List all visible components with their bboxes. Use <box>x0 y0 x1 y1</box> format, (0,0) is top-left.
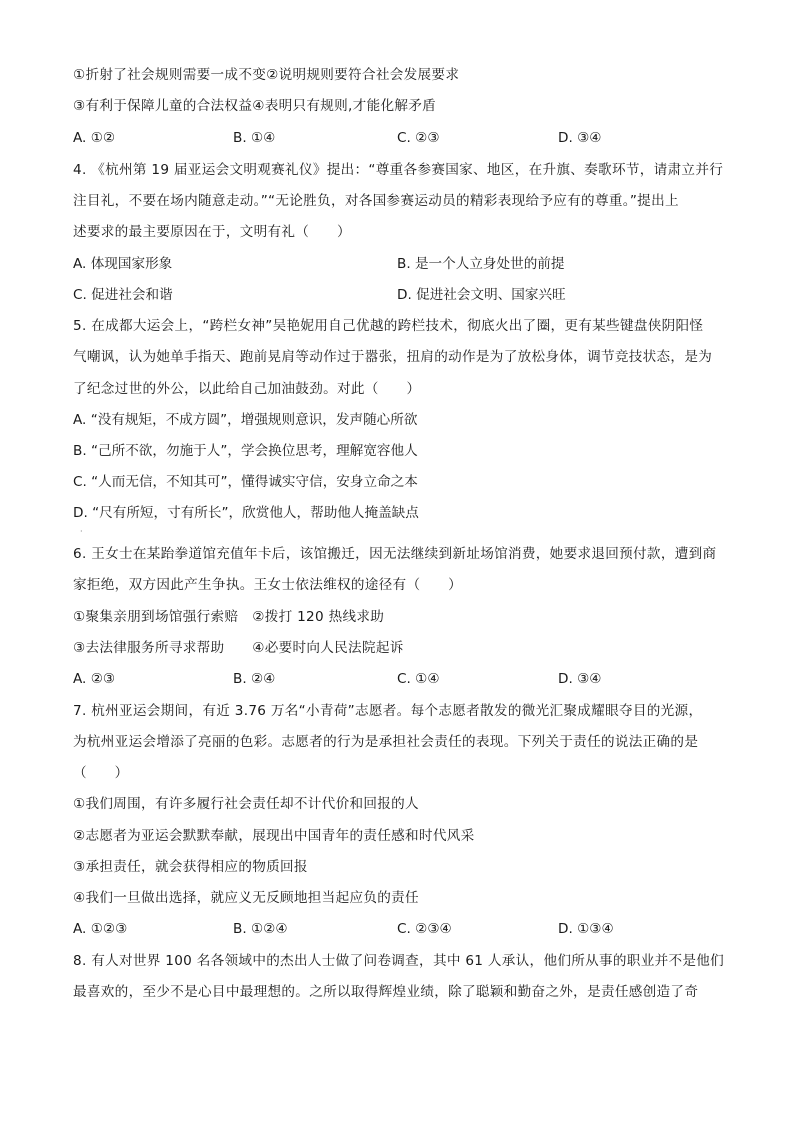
q6-statement-1: ①聚集亲朋到场馆强行索赔 ②拨打 120 热线求助 <box>73 609 385 625</box>
q4-option-c[interactable]: C. 促进社会和谐 <box>73 287 173 303</box>
q8-stem-line-1: 8. 有人对世界 100 名各领域中的杰出人士做了问卷调查，其中 61 人承认，他们所从事的职业并不是他们 <box>73 953 725 969</box>
q3-option-b[interactable]: B. ①④ <box>233 130 276 146</box>
q3-statement-2: ③有利于保障儿童的合法权益④表明只有规则,才能化解矛盾 <box>73 98 437 114</box>
q7-statement-2: ②志愿者为亚运会默默奉献，展现出中国青年的责任感和时代风采 <box>73 828 475 844</box>
q6-option-c[interactable]: C. ①④ <box>397 671 440 687</box>
q3-option-d[interactable]: D. ③④ <box>558 130 602 146</box>
q7-statement-1: ①我们周围，有许多履行社会责任却不计代价和回报的人 <box>73 796 419 812</box>
q3-statement-1: ①折射了社会规则需要一成不变②说明规则要符合社会发展要求 <box>73 67 460 83</box>
q5-stem-line-1: 5. 在成都大运会上，“跨栏女神”吴艳妮用自己优越的跨栏技术，彻底火出了圈，更有某些键盘侠阴阳怪 <box>73 318 704 334</box>
q7-statement-3: ③承担责任，就会获得相应的物质回报 <box>73 859 308 875</box>
q5-option-b[interactable]: B. “己所不欲，勿施于人”，学会换位思考，理解宽容他人 <box>73 443 418 459</box>
q4-stem-line-3: 述要求的最主要原因在于，文明有礼（ ） <box>73 224 351 240</box>
q4-option-a[interactable]: A. 体现国家形象 <box>73 256 173 272</box>
q3-option-a[interactable]: A. ①② <box>73 130 116 146</box>
q4-option-b[interactable]: B. 是一个人立身处世的前提 <box>397 256 565 272</box>
q7-stem-line-2: 为杭州亚运会增添了亮丽的色彩。志愿者的行为是承担社会责任的表现。下列关于责任的说法正确的是 <box>73 734 699 750</box>
q6-option-b[interactable]: B. ②④ <box>233 671 276 687</box>
q5-option-c[interactable]: C. “人而无信，不知其可”，懂得诚实守信，安身立命之本 <box>73 474 418 490</box>
q8-stem-line-2: 最喜欢的，至少不是心目中最理想的。之所以取得辉煌业绩，除了聪颖和勤奋之外，是责任感创造了奇 <box>73 984 699 1000</box>
q6-stem-line-1: 6. 王女士在某跆拳道馆充值年卡后，该馆搬迁，因无法继续到新址场馆消费，她要求退回预付款，遭到商 <box>73 546 717 562</box>
q7-option-b[interactable]: B. ①②④ <box>233 921 288 937</box>
q6-option-a[interactable]: A. ②③ <box>73 671 116 687</box>
q7-option-a[interactable]: A. ①②③ <box>73 921 128 937</box>
q7-option-c[interactable]: C. ②③④ <box>397 921 452 937</box>
q7-option-d[interactable]: D. ①③④ <box>558 921 614 937</box>
q6-statement-2: ③去法律服务所寻求帮助 ④必要时向人民法院起诉 <box>73 640 404 656</box>
q4-option-d[interactable]: D. 促进社会文明、国家兴旺 <box>397 287 566 303</box>
q7-statement-4: ④我们一旦做出选择，就应义无反顾地担当起应负的责任 <box>73 890 419 906</box>
q5-stem-line-2: 气嘲讽，认为她单手指天、跑前晃肩等动作过于嚣张，扭肩的动作是为了放松身体，调节竞技状态，是为 <box>73 349 713 365</box>
q6-stem-line-2: 家拒绝，双方因此产生争执。王女士依法维权的途径有（ ） <box>73 577 463 593</box>
q5-option-a[interactable]: A. “没有规矩，不成方圆”，增强规则意识，发声随心所欲 <box>73 412 418 428</box>
q7-stem-line-1: 7. 杭州亚运会期间，有近 3.76 万名“小青荷”志愿者。每个志愿者散发的微光汇聚成耀眼夺目的光源， <box>73 703 703 719</box>
q6-option-d[interactable]: D. ③④ <box>558 671 602 687</box>
q4-stem-line-2: 注目礼，不要在场内随意走动。”“无论胜负，对各国参赛运动员的精彩表现给予应有的尊重。”提出上 <box>73 193 679 209</box>
q4-stem-line-1: 4. 《杭州第 19 届亚运会文明观赛礼仪》提出：“尊重各参赛国家、地区，在升旗、奏歌环节，请肃立并行 <box>73 162 724 178</box>
q7-stem-line-3: （ ） <box>73 765 129 781</box>
stray-mark: · <box>80 527 83 536</box>
q5-stem-line-3: 了纪念过世的外公，以此给自己加油鼓劲。对此（ ） <box>73 381 421 397</box>
q5-option-d[interactable]: D. “尺有所短，寸有所长”，欣赏他人，帮助他人掩盖缺点 <box>73 505 419 521</box>
q3-option-c[interactable]: C. ②③ <box>397 130 440 146</box>
